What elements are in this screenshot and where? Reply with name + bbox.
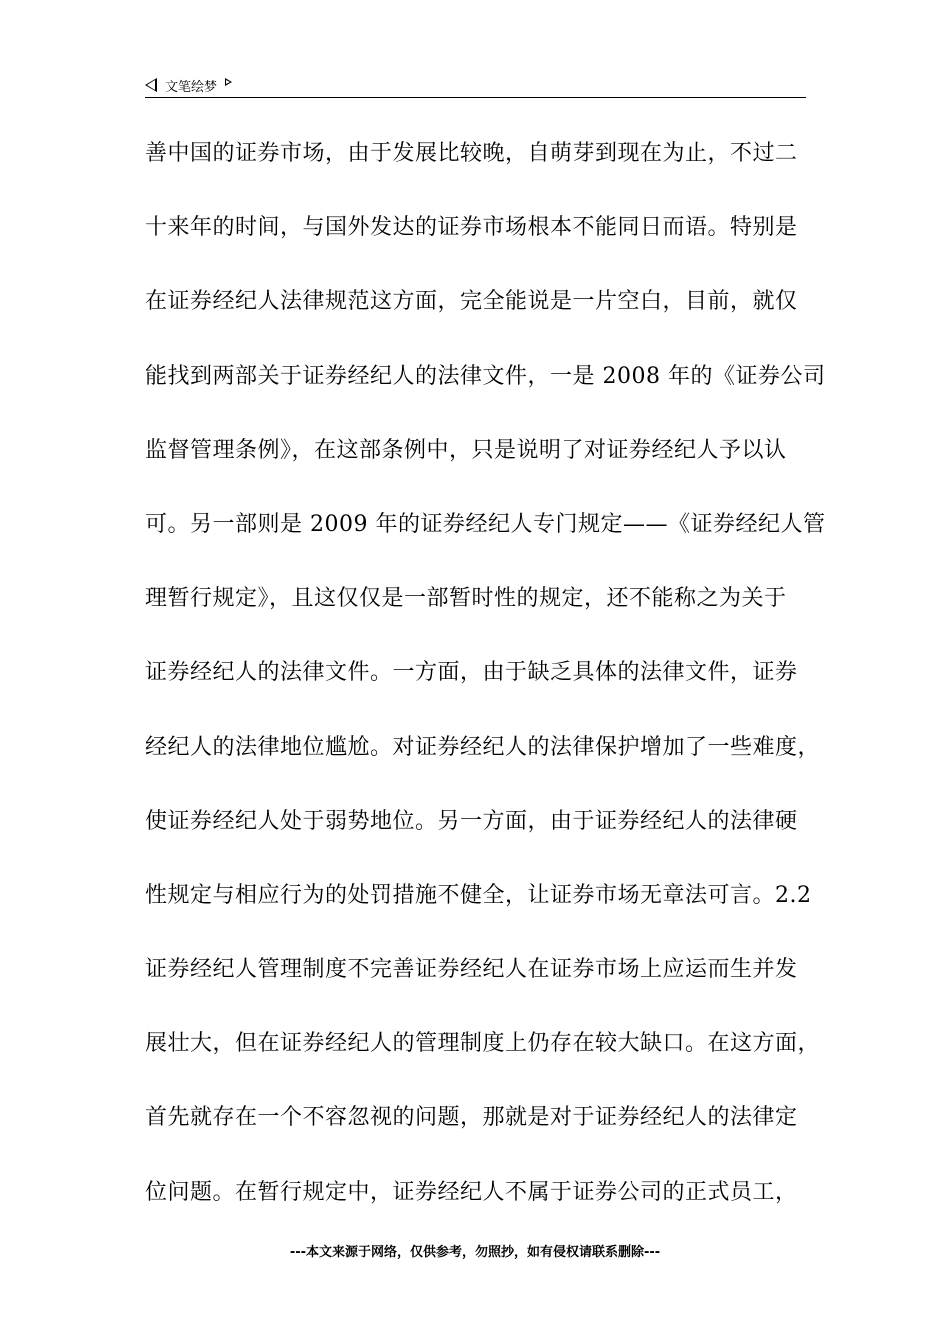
page-header — [145, 74, 806, 96]
text-line: 使证券经纪人处于弱势地位。另一方面，由于证券经纪人的法律硬 — [145, 808, 798, 834]
triangle-right-icon — [225, 78, 232, 86]
text-line: 证券经纪人的法律文件。一方面，由于缺乏具体的法律文件，证券 — [145, 660, 798, 686]
header-title: 文笔绘梦 — [165, 79, 218, 95]
text-line: 理暂行规定》，且这仅仅是一部暂时性的规定，还不能称之为关于 — [145, 586, 787, 612]
text-line: 展壮大，但在证券经纪人的管理制度上仍存在较大缺口。在这方面， — [145, 1031, 821, 1057]
text-line: 位问题。在暂行规定中，证券经纪人不属于证券公司的正式员工， — [145, 1179, 798, 1205]
triangle-left-icon — [145, 78, 157, 92]
text-line: 在证券经纪人法律规范这方面，完全能说是一片空白，目前，就仅 — [145, 289, 798, 315]
body-text — [145, 129, 825, 1242]
text-line: 监督管理条例》，在这部条例中，只是说明了对证券经纪人予以认 — [145, 437, 787, 463]
header-divider — [145, 97, 806, 98]
text-line: 性规定与相应行为的处罚措施不健全，让证券市场无章法可言。2.2 — [145, 882, 812, 908]
text-line: 经纪人的法律地位尴尬。对证券经纪人的法律保护增加了一些难度， — [145, 734, 821, 760]
text-line: 可。另一部则是 2009 年的证券经纪人专门规定——《证券经纪人管 — [145, 511, 826, 537]
footer-disclaimer: ---本文来源于网络，仅供参考，勿照抄，如有侵权请联系删除--- — [289, 1245, 661, 1260]
text-line: 首先就存在一个不容忽视的问题，那就是对于证券经纪人的法律定 — [145, 1105, 798, 1131]
text-line: 善中国的证券市场，由于发展比较晚，自萌芽到现在为止，不过二 — [145, 141, 798, 166]
text-line: 十来年的时间，与国外发达的证券市场根本不能同日而语。特别是 — [145, 215, 798, 241]
text-line: 能找到两部关于证券经纪人的法律文件，一是 2008 年的《证券公司 — [145, 363, 826, 389]
text-line: 证券经纪人管理制度不完善证券经纪人在证券市场上应运而生并发 — [145, 957, 798, 983]
